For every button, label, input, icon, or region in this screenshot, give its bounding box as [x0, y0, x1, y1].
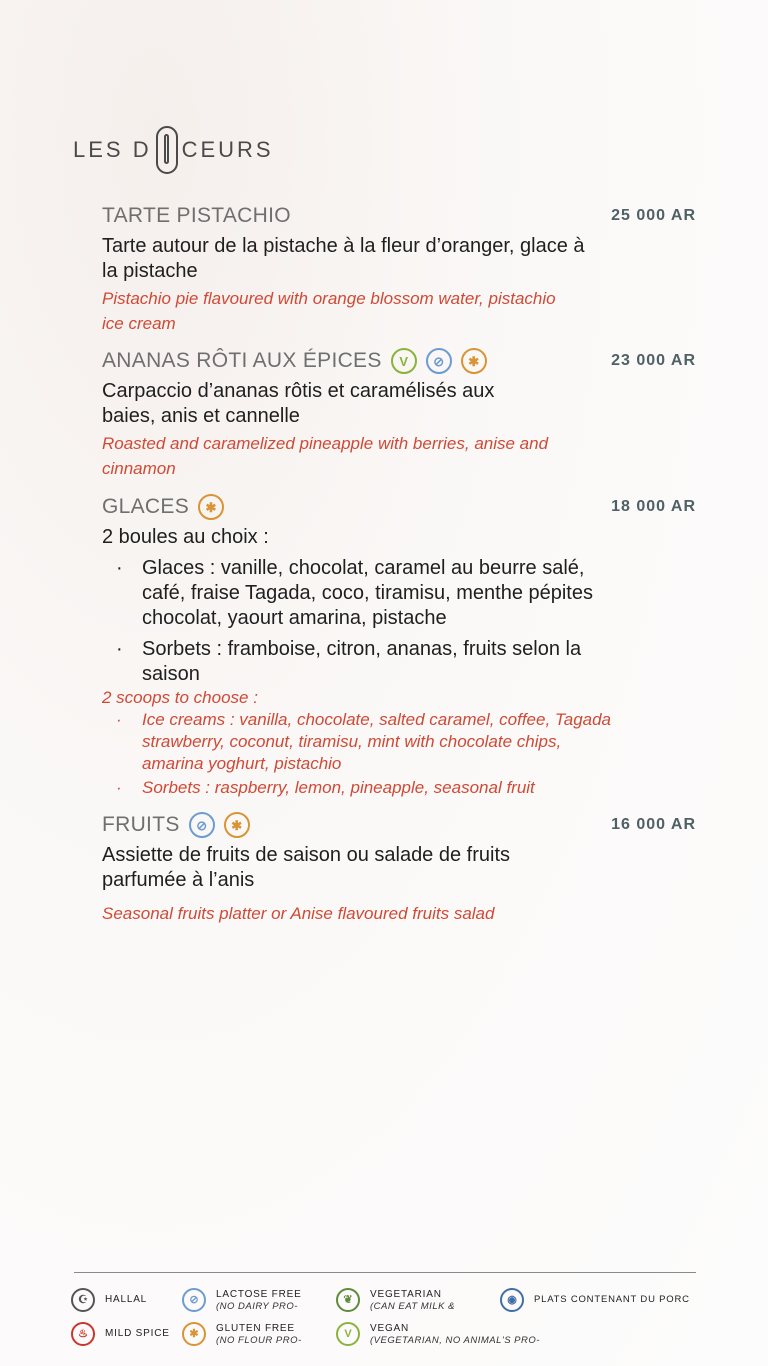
list-item: · Sorbets : raspberry, lemon, pineapple, seasonal fruit: [102, 777, 622, 799]
gluten-free-icon: ✱: [182, 1322, 206, 1346]
vegetarian-icon: ❦: [336, 1288, 360, 1312]
menu-item-tarte-pistachio: [102, 200, 696, 336]
list-item: · Sorbets : framboise, citron, ananas, fruits selon la saison: [102, 637, 622, 687]
section-title: [73, 126, 274, 174]
list-item: · Glaces : vanille, chocolat, caramel au beurre salé, café, fraise Tagada, coco, tiramisu, menthe pépites chocolat, yaourt amarina, pistache: [102, 556, 622, 631]
item-name: GLACES: [102, 495, 189, 518]
gluten-free-icon: ✱: [198, 494, 224, 520]
item-description-en: Roasted and caramelized pineapple with berries, anise and cinnamon: [102, 434, 549, 478]
pork-icon: ◉: [500, 1288, 524, 1312]
lactose-free-icon: ⊘: [426, 348, 452, 374]
item-description-fr: Tarte autour de la pistache à la fleur d’oranger, glace à la pistache: [102, 235, 585, 282]
menu-item-ananas: [102, 345, 696, 481]
legend-divider: [74, 1272, 696, 1273]
hallal-icon: ☪: [71, 1288, 95, 1312]
item-price: 16 000 AR: [611, 816, 696, 833]
legend-vegan: V VEGAN (VEGETARIAN, NO ANIMAL'S PRO-: [336, 1322, 540, 1346]
item-description-fr: Assiette de fruits de saison ou salade de fruits parfumée à l’anis: [102, 844, 511, 891]
list-item: · Ice creams : vanilla, chocolate, salted caramel, coffee, Tagada strawberry, coconut, tiramisu, mint with chocolate chips, amarina yoghurt, pistachio: [102, 709, 622, 775]
item-price: 23 000 AR: [611, 352, 696, 369]
vegan-icon: V: [391, 348, 417, 374]
title-text-end: CEURS: [181, 137, 274, 162]
flavour-list-fr: [102, 556, 696, 687]
item-name: FRUITS: [102, 813, 180, 836]
legend-vegetarian: ❦ VEGETARIAN (CAN EAT MILK &: [336, 1288, 455, 1312]
gluten-free-icon: ✱: [224, 812, 250, 838]
item-description-en: 2 scoops to choose :: [102, 688, 258, 707]
menu-item-fruits: [102, 809, 696, 926]
lactose-free-icon: ⊘: [182, 1288, 206, 1312]
legend-gluten-free: ✱ GLUTEN FREE (NO FLOUR PRO-: [182, 1322, 302, 1346]
legend-lactose-free: ⊘ LACTOSE FREE (NO DAIRY PRO-: [182, 1288, 302, 1312]
item-name: ANANAS RÔTI AUX ÉPICES: [102, 349, 382, 372]
item-price: 18 000 AR: [611, 498, 696, 515]
legend-hallal: ☪ HALLAL: [71, 1288, 147, 1312]
lactose-free-icon: ⊘: [189, 812, 215, 838]
item-description-en: Pistachio pie flavoured with orange blossom water, pistachio ice cream: [102, 289, 556, 333]
legend-pork: ◉ PLATS CONTENANT DU PORC: [500, 1288, 690, 1312]
title-text-start: LES D: [73, 137, 152, 162]
legend-mild-spice: ♨ MILD SPICE: [71, 1322, 170, 1346]
item-description-fr: 2 boules au choix :: [102, 526, 269, 548]
item-price: 25 000 AR: [611, 207, 696, 224]
item-description-fr: Carpaccio d’ananas rôtis et caramélisés aux baies, anis et cannelle: [102, 380, 495, 427]
vegan-icon: V: [336, 1322, 360, 1346]
gluten-free-icon: ✱: [461, 348, 487, 374]
item-name: TARTE PISTACHIO: [102, 204, 291, 227]
mild-spice-icon: ♨: [71, 1322, 95, 1346]
item-description-en: Seasonal fruits platter or Anise flavoured fruits salad: [102, 904, 495, 923]
title-logo-mark: [156, 126, 178, 174]
menu-item-glaces: [102, 491, 696, 799]
flavour-list-en: [102, 709, 696, 799]
